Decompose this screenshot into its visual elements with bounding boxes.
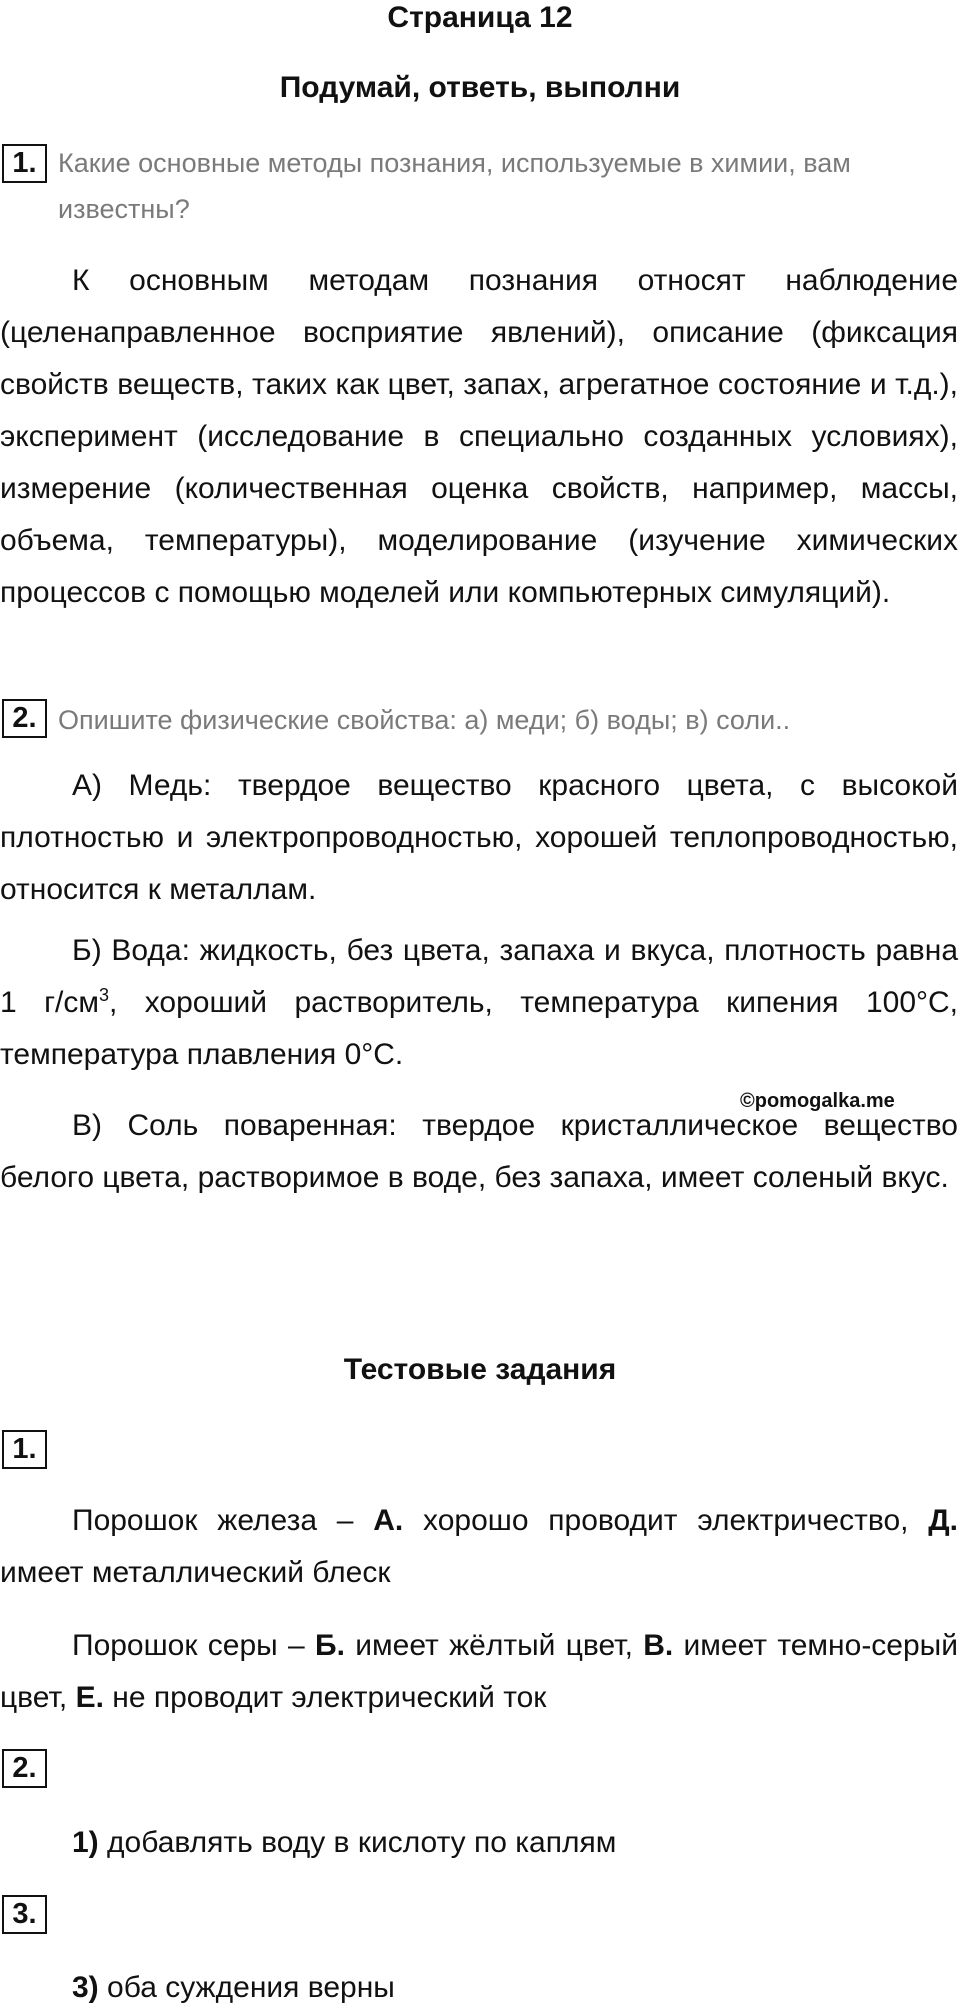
test-2-answer [0,1817,958,1869]
test-1-line-sulfur [0,1620,958,1724]
test-3-answer [0,1962,958,2014]
answer-2b-text-2: , хороший растворитель, температура кипения 100°C, температура плавления 0°C. [0,986,958,1071]
test-1-option-v-text: имеет темно-серый цвет, [0,1629,958,1714]
test-1-sulfur-text: Порошок серы – [72,1629,316,1662]
test-1-option-d: Д. [928,1504,958,1537]
section-title-tests: Тестовые задания [343,1353,617,1386]
question-1-label: Какие основные методы познания, используемые в химии, вам известны? [58,148,851,224]
test-1-option-b-text: имеет жёлтый цвет, [344,1629,644,1662]
page-title: Страница 12 [387,1,573,34]
section-title-think: Подумай, ответь, выполни [279,71,681,104]
test-3-number: 3. [2,1895,47,1934]
question-1-text [58,140,958,232]
test-1-option-a-text: хорошо проводит электричество, [403,1504,929,1537]
question-2-number: 2. [2,699,47,738]
test-2-number: 2. [2,1749,47,1788]
test-1-option-a: А. [373,1504,404,1537]
test-1-option-e-text: не проводит электрический ток [103,1681,547,1714]
test-1-number: 1. [2,1430,47,1469]
question-2-text: Опишите физические свойства: а) меди; б) воды; в) соли.. [58,705,791,735]
test-1-option-e: Е. [75,1681,104,1714]
answer-1-paragraph: К основным методам познания относят наблюдение (целенаправленное восприятие явлений), описание (фиксация свойств веществ, таких как цвет, запах, агрегатное состояние и т.д.), эксперимент (исследование в специально созданных условиях), измерение (количественная оценка свойств, например, массы, объема, температуры), моделирование (изучение химических процессов с помощью моделей или компьютерных симуляций). [0,264,958,609]
question-1-number: 1. [2,144,47,183]
answer-2b-text-1: Б) Вода: жидкость, без цвета, запаха и вкуса, плотность равна 1 г/см [0,934,958,1019]
test-1-option-b: Б. [315,1629,345,1662]
answer-2b-paragraph [0,925,958,1081]
test-1-iron-text: Порошок железа – [72,1504,374,1537]
test-1-option-d-text: имеет металлический блеск [0,1556,391,1589]
test-1-line-iron [0,1495,958,1599]
answer-2b-superscript: 3 [99,985,110,1005]
test-2-answer-number: 1) [72,1826,99,1859]
answer-2c-paragraph: В) Соль поваренная: твердое кристаллическое вещество белого цвета, растворимое в воде, без запаха, имеет соленый вкус. [0,1109,958,1194]
test-3-answer-number: 3) [72,1971,99,2004]
answer-2a-paragraph: А) Медь: твердое вещество красного цвета, с высокой плотностью и электропроводностью, хорошей теплопроводностью, относится к металлам. [0,769,958,906]
test-3-answer-text: оба суждения верны [98,1971,395,2004]
watermark: ©pomogalka.me [740,1090,895,1112]
test-1-option-v: В. [643,1629,674,1662]
test-2-answer-text: добавлять воду в кислоту по каплям [98,1826,617,1859]
